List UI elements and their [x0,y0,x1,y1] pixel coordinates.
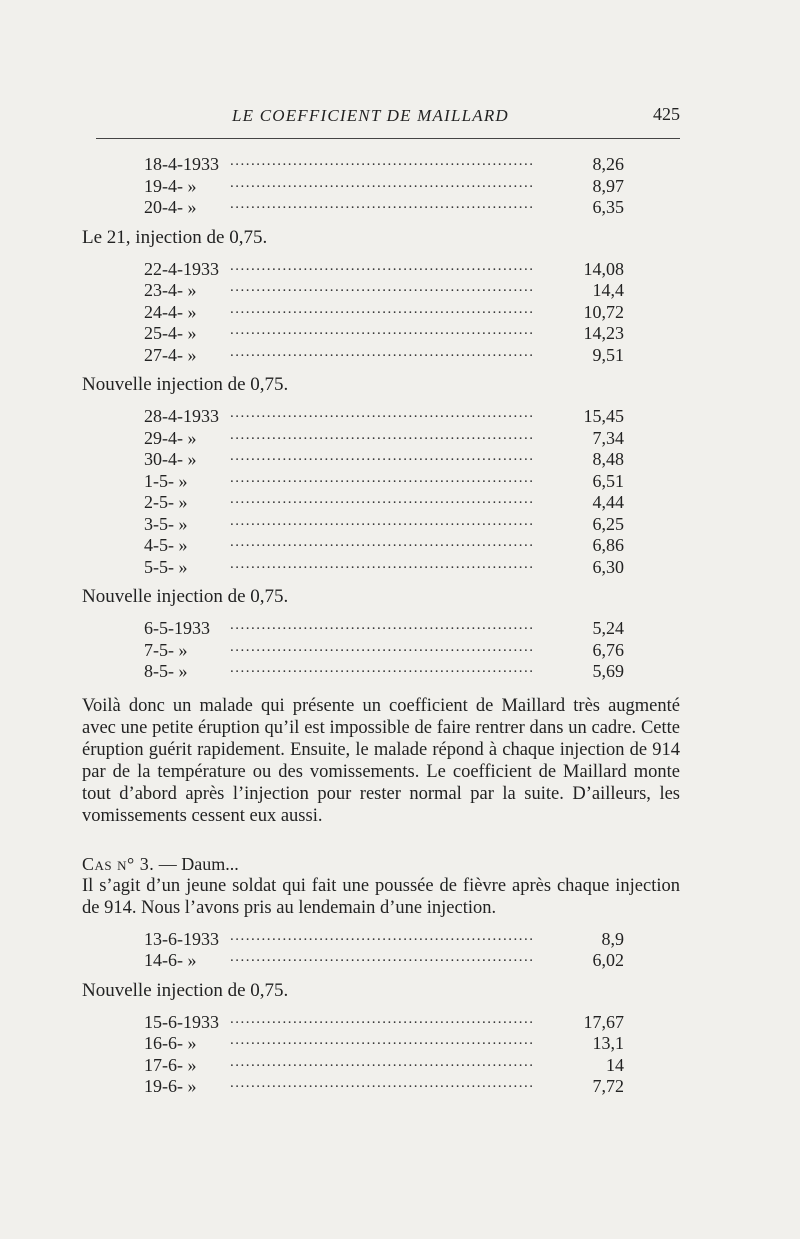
page-content [82,150,682,1098]
measurement-date: 20-4- » [144,197,197,217]
measurement-block-3 [82,406,682,578]
dot-leader: .......................................................... [230,448,535,464]
dot-leader: .......................................................... [230,196,535,212]
measurement-date: 30-4- » [144,449,197,469]
dot-leader: .......................................................... [230,1010,535,1027]
measurement-value: 15,45 [583,406,624,426]
injection-note-2: Nouvelle injection de 0,75. [82,374,289,395]
measurement-value: 7,72 [592,1076,624,1096]
measurement-value: 14 [606,1054,624,1075]
measurement-date: 23-4- » [144,280,197,300]
measurement-value: 6,35 [592,197,624,217]
measurement-value: 6,30 [592,556,624,577]
dot-leader: .......................................................... [230,279,535,295]
dot-leader: .......................................................... [230,257,535,274]
dot-leader: .......................................................... [230,555,535,572]
measurement-value: 4,44 [592,492,624,512]
measurement-date: 25-4- » [144,323,197,343]
dot-leader: .......................................................... [230,949,535,965]
measurement-value: 6,02 [592,950,624,970]
case-label: Cas n° 3. [82,853,155,874]
measurement-value: 6,76 [592,639,624,660]
measurement-date: 14-6- » [144,950,197,970]
measurement-block-6 [82,1012,682,1098]
measurement-date: 4-5- » [144,535,188,555]
dot-leader: .......................................................... [230,322,535,338]
measurement-value: 6,86 [592,535,624,555]
measurement-date: 2-5- » [144,492,188,512]
measurement-date: 28-4-1933 [144,406,219,426]
measurement-date: 5-5- » [144,556,188,577]
injection-note-4: Nouvelle injection de 0,75. [82,979,289,1001]
measurement-row [144,196,624,219]
injection-note-1: Le 21, injection de 0,75. [82,226,268,248]
measurement-date: 24-4- » [144,301,197,322]
measurement-date: 13-6-1933 [144,928,219,949]
measurement-value: 8,48 [592,449,624,469]
dot-leader: .......................................................... [230,534,535,550]
measurement-row [144,949,624,972]
measurement-date: 16-6- » [144,1033,197,1053]
measurement-date: 22-4-1933 [144,258,219,279]
dot-leader: .......................................................... [230,1075,535,1091]
measurement-date: 6-5-1933 [144,618,210,638]
measurement-date: 1-5- » [144,470,188,491]
dot-leader: .......................................................... [230,491,535,507]
measurement-value: 7,34 [592,427,624,448]
measurement-row [144,1075,624,1098]
header-rule [96,138,680,139]
measurement-value: 17,67 [583,1011,624,1032]
measurement-value: 5,69 [592,661,624,681]
measurement-value: 8,26 [592,154,624,174]
measurement-value: 6,25 [592,513,624,534]
dot-leader: .......................................................... [230,512,535,529]
measurement-date: 18-4-1933 [144,154,219,174]
measurement-row [144,555,624,579]
dot-leader: .......................................................... [230,927,535,944]
measurement-date: 27-4- » [144,344,197,365]
measurement-block-4 [82,618,682,683]
page-number: 425 [653,104,680,124]
measurement-value: 5,24 [592,618,624,638]
dot-leader: .......................................................... [230,405,535,421]
measurement-date: 8-5- » [144,661,188,681]
dot-leader: .......................................................... [230,1053,535,1070]
measurement-date: 19-6- » [144,1076,197,1096]
running-title: LE COEFFICIENT DE MAILLARD [232,106,509,125]
dot-leader: .......................................................... [230,1032,535,1048]
case-heading [82,853,682,875]
measurement-block-1 [82,154,682,219]
case-description: Il s’agit d’un jeune soldat qui fait une poussée de fièvre après chaque injection de 914. Nous l’avons pris au lendemain d’une injection. [82,875,680,918]
dot-leader: .......................................................... [230,153,535,169]
measurement-value: 14,23 [583,323,624,343]
measurement-date: 7-5- » [144,639,188,660]
measurement-row [144,343,624,367]
page-header [96,104,680,134]
measurement-row [144,660,624,683]
measurement-value: 14,08 [583,258,624,279]
measurement-block-5 [82,929,682,972]
dot-leader: .......................................................... [230,638,535,655]
measurement-date: 15-6-1933 [144,1011,219,1032]
measurement-value: 13,1 [592,1033,624,1053]
measurement-value: 8,9 [601,928,624,949]
dot-leader: .......................................................... [230,660,535,676]
measurement-date: 3-5- » [144,513,188,534]
measurement-value: 14,4 [592,280,624,300]
measurement-date: 29-4- » [144,427,197,448]
dot-leader: .......................................................... [230,174,535,191]
dot-leader: .......................................................... [230,617,535,633]
measurement-value: 8,97 [592,175,624,196]
dot-leader: .......................................................... [230,426,535,443]
measurement-value: 10,72 [583,301,624,322]
case-name: — Daum... [158,853,239,874]
injection-note-3: Nouvelle injection de 0,75. [82,586,289,607]
dot-leader: .......................................................... [230,343,535,360]
measurement-value: 9,51 [592,344,624,365]
dot-leader: .......................................................... [230,300,535,317]
measurement-date: 19-4- » [144,175,197,196]
measurement-value: 6,51 [592,470,624,491]
measurement-date: 17-6- » [144,1054,197,1075]
measurement-block-2 [82,259,682,367]
commentary-paragraph: Voilà donc un malade qui présente un coefficient de Maillard très augmenté avec une petite éruption qu’il est impossible de faire rentrer dans un cadre. Cette éruption guérit rapidement. Ensuite, le malade répond à chaque injection de 914 par de la température ou des vomissements. Le coefficient de Maillard monte tout d’abord après l’injection pour rester normal par la suite. D’ailleurs, les vomissements cessent eux aussi. [82,695,680,826]
dot-leader: .......................................................... [230,469,535,486]
